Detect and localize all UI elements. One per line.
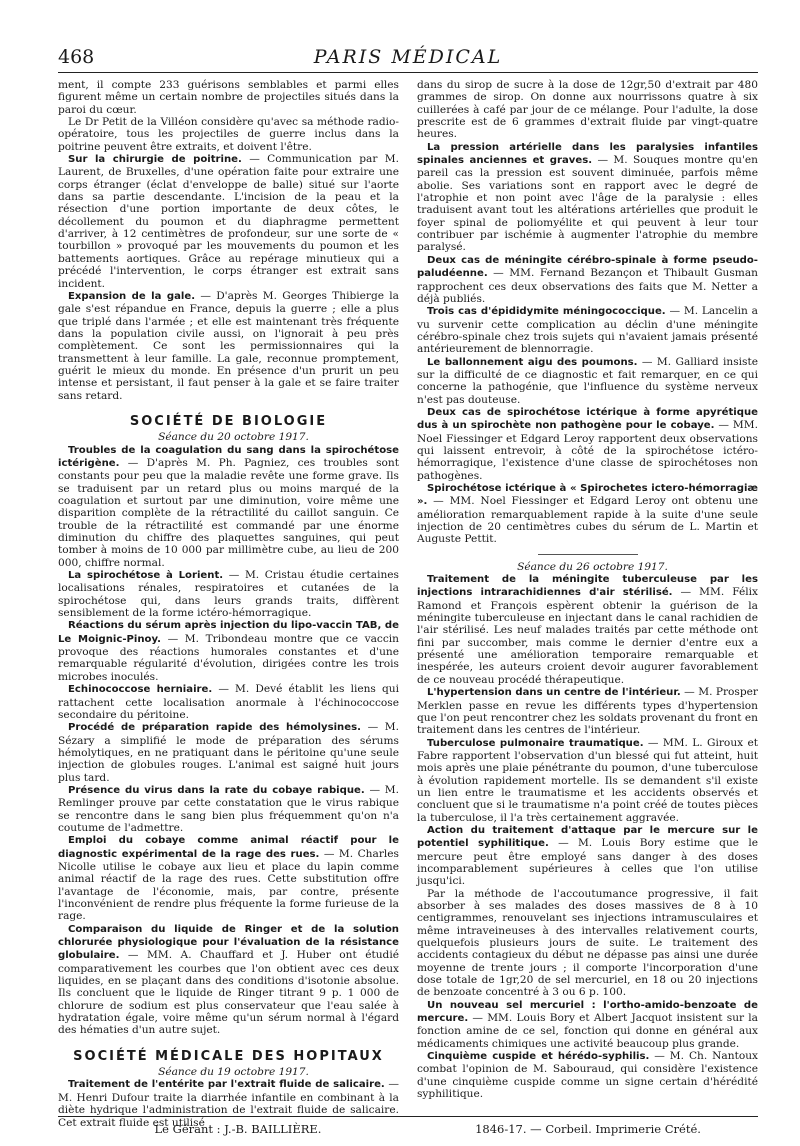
seance-date: Séance du 20 octobre 1917.	[158, 431, 309, 444]
paragraph: La pression artérielle dans les paralysies infantiles spinales anciennes et graves. — M. Souques montre qu'en pareil cas la pression est souvent diminuée, parfois même abolie. Ses variations sont en rapport avec le degré de l'atrophie et non point avec l'âge de la paralysie : elles traduisent avant tout les altérations artérielles que produit le foyer spinal de poliomyélite et qui peuvent à leur tour contribuer par ischémie à augmenter l'atrophie du membre paralysé.	[417, 141, 758, 254]
section-heading-hopitaux: SOCIÉTÉ MÉDICALE DES HOPITAUX	[73, 1048, 384, 1064]
paragraph-title: Sur la chirurgie de poitrine.	[68, 154, 242, 166]
paragraph: Action du traitement d'attaque par le mercure sur le potentiel syphilitique. — M. Louis Bory estime que le mercure peut être employé sans danger à des doses incomparablement supérieures à celles que l'on utilise jusqu'ici.	[417, 824, 758, 888]
page-footer	[58, 1116, 758, 1136]
paragraph: Le Dr Petit de la Villéon considère qu'avec sa méthode radio-opératoire, tous les projectiles de guerre inclus dans la poitrine peuvent être extraits, et doivent l'être.	[58, 116, 399, 153]
footer-printer: 1846-17. — Corbeil. Imprimerie Crété.	[475, 1122, 701, 1136]
paragraph: Traitement de la méningite tuberculeuse par les injections intrarachidiennes d'air stérilisé. — MM. Félix Ramond et François espèrent obtenir la guérison de la méningite tuberculeuse en injectant dans le canal rachidien de l'air stérilisé. Les neuf malades traités par cette méthode ont fini par succomber, mais comme le dernier d'entre eux a présenté une amélioration temporaire remarquable et inespérée, les auteurs croient devoir augurer favorablement de ce nouveau procédé thérapeutique.	[417, 574, 758, 686]
paragraph: Comparaison du liquide de Ringer et de la solution chlorurée physiologique pour l'évaluation de la résistance globulaire. — MM. A. Chauffard et J. Huber ont étudié comparativement les courbes que l'on obtient avec ces deux liquides, en se plaçant dans des conditions d'isotonie absolue. Ils concluent que le liquide de Ringer titrant 9 p. 1 000 de chlorure de sodium est plus conservateur que l'eau salée à hydratation égale, voire même qu'un sérum normal à l'égard des hématies d'un autre sujet.	[58, 923, 399, 1037]
paragraph: Deux cas de méningite cérébro-spinale à forme pseudo-paludéenne. — MM. Fernand Bezançon et Thibault Gusman rapprochent ces deux observations des faits que M. Netter a déjà publiés.	[417, 254, 758, 305]
paragraph: Sur la chirurgie de poitrine. — Communication par M. Laurent, de Bruxelles, d'une opération faite pour extraire une corps étranger (éclat d'enveloppe de balle) situé sur l'aorte dans sa partie descendante. L'incision de la peau et la résection d'une portion importante de deux côtes, le décollement du poumon et du diaphragme permettent d'arriver, à 12 centimètres de profondeur, sur une sorte de « tourbillon » provoqué par les mouvements du poumon et les battements aortiques. Grâce au repérage minutieux qui a précédé l'intervention, le corps étranger est extrait sans incident.	[58, 153, 399, 290]
paragraph: Deux cas de spirochétose ictérique à forme apyrétique dus à un spirochète non pathogène pour le cobaye. — MM. Noel Fiessinger et Edgard Leroy rapportent deux observations qui laissent entrevoir, à côté de la spirochétose ictéro-hémorragique, l'existence d'une classe de spirochétoses non pathogènes.	[417, 406, 758, 482]
paragraph: Le ballonnement aigu des poumons. — M. Galliard insiste sur la difficulté de ce diagnostic et fait remarquer, en ce qui concerne la pathogénie, que l'influence du système nerveux n'est pas douteuse.	[417, 355, 758, 406]
paragraph: Tuberculose pulmonaire traumatique. — MM. L. Giroux et Fabre rapportent l'observation d'un blessé qui fut atteint, huit mois après une plaie pénétrante du poumon, d'une tuberculose à évolution rapidement mortelle. Ils se demandent s'il existe un lien entre le traumatisme et les accidents observés et concluent que si le traumatisme n'a point créé de toutes pièces la tuberculose, il l'a très certainement aggravée.	[417, 736, 758, 824]
footer-gerant: Le Gérant : J.-B. BAILLIÈRE.	[154, 1122, 322, 1136]
seance-date: Séance du 19 octobre 1917.	[158, 1066, 309, 1079]
paragraph: dans du sirop de sucre à la dose de 12gr,50 d'extrait par 480 grammes de sirop. On donne aux nourrissons quatre à six cuillerées à café par jour de ce mélange. Pour l'adulte, la dose prescrite est de 6 grammes d'extrait fluide par vingt-quatre heures.	[417, 79, 758, 141]
page-header	[58, 42, 758, 73]
paragraph: Trois cas d'épididymite méningococcique. — M. Lancelin a vu survenir cette complication au déclin d'une méningite cérébro-spinale chez trois sujets qui n'avaient jamais présenté antérieurement de blennorragie.	[417, 305, 758, 356]
page-number: 468	[58, 46, 95, 68]
paragraph: Cinquième cuspide et hérédo-syphilis. — M. Ch. Nantoux combat l'opinion de M. Sabouraud, qui considère l'existence d'une cinquième cuspide comme un signe certain d'hérédité syphilitique.	[417, 1050, 758, 1101]
section-divider	[538, 554, 638, 555]
paragraph: Traitement de l'entérite par l'extrait fluide de salicaire. — M. Henri Dufour traite la diarrhée infantile en combinant à la diète hydrique l'administration de l'extrait fluide de salicaire. Cet extrait fluide est utilisé	[58, 1078, 400, 1129]
paragraph: Troubles de la coagulation du sang dans la spirochétose ictérigène. — D'après M. Ph. Pagniez, ces troubles sont constants pour peu que la maladie revête une forme grave. Ils se traduisent par un retard plus ou moins marqué de la coagulation et surtout par une diminution, voire même une disparition complète de la rétractilité du caillot sanguin. Ce trouble de la rétractilité est commandé par une énorme diminution du chiffre des plaquettes sanguines, qui peut tomber à moins de 10 000 par millimètre cube, au lieu de 200 000, chiffre normal.	[58, 444, 399, 569]
paragraph-title: Expansion de la gale.	[68, 290, 196, 302]
paragraph: Procédé de préparation rapide des hémolysines. — M. Sézary a simplifié le mode de préparation des sérums hémolytiques, en ne pratiquant dans le péritoine qu'une seule injection de globules rouges. L'animal est saigné huit jours plus tard.	[58, 721, 400, 784]
paragraph: Un nouveau sel mercuriel : l'ortho-amido-benzoate de mercure. — MM. Louis Bory et Albert Jacquot insistent sur la fonction amine de ce sel, fonction qui donne en général aux médicaments chimiques une activité beaucoup plus grande.	[417, 999, 758, 1050]
paragraph: Expansion de la gale. — D'après M. Georges Thibierge la gale s'est répandue en France, depuis la guerre ; elle a plus que triplé dans l'armée ; et elle est maintenant très fréquente dans la population civile aussi, on l'ignorait à peu près complètement. Ce sont les permissionnaires qui la transmettent à leur famille. La gale, reconnue promptement, guérit le mieux du monde. En présence d'un prurit un peu intense et persistant, il faut penser à la gale et se faire traiter sans retard.	[58, 289, 400, 402]
paragraph: La spirochétose à Lorient. — M. Cristau étudie certaines localisations rénales, respiratoires et cutanées de la spirochétose qui, dans leurs grands traits, diffèrent sensiblement de la forme ictéro-hémorragique.	[58, 569, 399, 620]
paragraph: Emploi du cobaye comme animal réactif pour le diagnostic expérimental de la rage des rues. — M. Charles Nicolle utilise le cobaye aux lieu et place du lapin comme animal réactif de la rage des rues. Cette substitution offre l'avantage de l'économie, mais, par contre, présente l'inconvénient de rendre plus fréquente la forme furieuse de la rage.	[58, 835, 399, 923]
paragraph: Présence du virus dans la rate du cobaye rabique. — M. Remlinger prouve par cette constatation que le virus rabique se rencontre dans le sang bien plus fréquemment qu'on n'a coutume de l'admettre.	[58, 783, 399, 834]
paragraph: ment, il compte 233 guérisons semblables et parmi elles figurent même un certain nombre de projectiles situés dans la paroi du cœur.	[58, 79, 399, 116]
running-head: PARIS MÉDICAL	[313, 46, 503, 68]
paragraph: Par la méthode de l'accoutumance progressive, il fait absorber à ses malades des doses massives de 8 à 10 centigrammes, renouvelant ses injections intramusculaires et même intraveineuses à des intervalles relativement courts, quelquefois plusieurs jours de suite. Le traitement des accidents contagieux du début ne dépasse pas ainsi une durée moyenne de trente jours ; il comporte l'incorporation d'une dose totale de 1gr,20 de sel mercuriel, en 18 ou 20 injections de benzoate concentré à 3 ou 6 p. 100.	[417, 887, 758, 999]
paragraph: Spirochétose ictérique à « Spirochetes ictero-hémorragiæ ». — MM. Noel Fiessinger et Edgard Leroy ont obtenu une amélioration remarquablement rapide à la suite d'une seule injection de 20 centimètres cubes du sérum de L. Martin et Auguste Pettit.	[417, 483, 758, 546]
right-column	[417, 79, 758, 1099]
paragraph: Echinococcose herniaire. — M. Devé établit les liens qui rattachent cette localisation anormale à l'échinococcose secondaire du péritoine.	[58, 683, 399, 721]
section-heading-biologie: SOCIÉTÉ DE BIOLOGIE	[129, 413, 328, 429]
paragraph: L'hypertension dans un centre de l'intérieur. — M. Prosper Merklen passe en revue les différents types d'hypertension que l'on peut rencontrer chez les soldats provenant du front en traitement dans les centres de l'intérieur.	[417, 686, 758, 737]
paragraph: Réactions du sérum après injection du lipo-vaccin TAB, de Le Moignic-Pinoy. — M. Tribondeau montre que ce vaccin provoque des réactions humorales constantes et d'une remarquable régularité d'évolution, dirigées contre les trois microbes inoculés.	[58, 620, 399, 683]
seance-date: Séance du 26 octobre 1917.	[517, 560, 668, 573]
